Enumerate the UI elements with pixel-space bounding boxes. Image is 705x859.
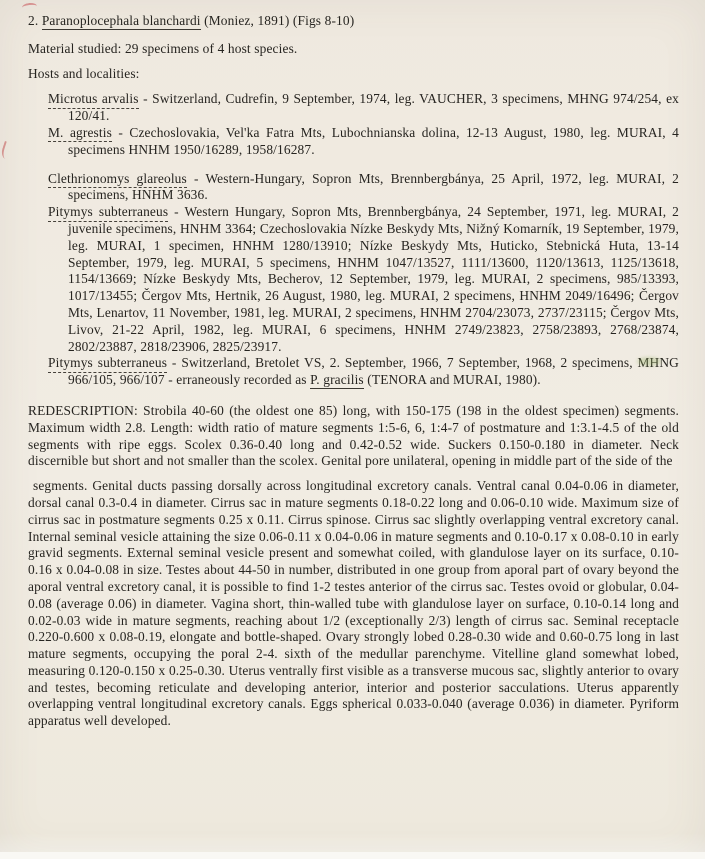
synonym-species-name: P. gracilis (310, 372, 364, 388)
host-species-name: M. agrestis (48, 125, 112, 143)
host-species-name: Clethrionomys glareolus (48, 171, 187, 189)
hosts-localities-label: Hosts and localities: (28, 65, 140, 81)
scan-bottom-edge (0, 852, 705, 859)
host-species-name: Pitymys subterraneus (48, 355, 167, 373)
host-species-name: Pitymys subterraneus (48, 204, 168, 222)
redescription-paragraph-2: segments. Genital ducts passing dorsally across longitudinal excretory canals. Ventral canal 0.04-0.06 in diameter, dorsal canal 0.3-0.4 in diameter. Cirrus sac in mature segments 0.18-0.22 long and 0.06-0.10 wide. Maximum size of cirrus sac in postmature segments 0.25 x 0.11. Cirrus spinose. Cirrus sac slightly overlapping ventral excretory canal. Internal seminal vesicle attaining the size 0.06-0.11 x 0.04-0.06 in mature segments and 0.10-0.17 x 0.08-0.10 in early gravid segments. External seminal vesicle present and somewhat coiled, with glandulose layer on its surface, 0.10-0.16 x 0.04-0.08 in size. Testes about 44-50 in number, distributed in one group from aporal part of ovary beyond the aporal ventral excretory canal, it is possible to find 1-2 testes anterior of the cirrus sac. Testes ovoid or globular, 0.04-0.08 (average 0.06) in diameter. Vagina short, thin-walled tube with glandulose layer on surface, 0.10-0.14 long and 0.02-0.03 wide in mature segments, reaching about 1/2 (exceptionally 2/3) length of cirrus sac. Seminal receptacle 0.220-0.600 x 0.08-0.19, elongate and bottle-shaped. Ovary strongly lobed 0.28-0.30 wide and 0.60-0.75 long in last mature segments, occupying the poral 2-4. sixth of the medullar parenchyme. Vitelline gland somewhat lobed, measuring 0.120-0.150 x 0.25-0.30. Uterus ventrally first visible as a transverse mucous sac, slightly anterior to ovary and testes, becoming reticulate and developing anterior, interior and posterior sacculations. Uterus apparently overlapping ventral longitudinal excretory canals. Eggs spherical 0.033-0.040 (average 0.036) in diameter. Pyriform apparatus well developed. (28, 478, 679, 729)
redescription-paragraph-1: REDESCRIPTION: Strobila 40-60 (the oldest one 85) long, with 150-175 (198 in the oldest specimen) segments. Maximum width 2.8. Length: width ratio of mature segments 1:5-6, 6, 1:4-7 of postmature and 1:3.1-4.5 of the old segments with ripe eggs. Scolex 0.36-0.40 long and 0.42-0.52 wide. Suckers 0.150-0.180 in diameter. Neck discernible but short and not smaller than the scolex. Genital pore unilateral, opening in middle part of the side of the (28, 402, 679, 469)
green-ink-smudge (637, 357, 661, 366)
host-species-name: Microtus arvalis (48, 91, 139, 109)
material-studied-line: Material studied: 29 specimens of 4 host species. (28, 40, 298, 56)
section-heading (28, 13, 679, 30)
host-entry-microtus-arvalis (28, 91, 679, 125)
host-entry-details: - Switzerland, Cudrefin, 9 September, 1974, leg. VAUCHER, 3 specimens, MHNG 974/254, ex 120/41. (68, 91, 679, 124)
host-entry-details: - Switzerland, Bretolet VS, 2. September, 1966, 7 September, 1968, 2 specimens, MHNG 966/105, 966/107 - erraneously recorded as (68, 355, 679, 388)
host-entry-clethrionomys-glareolus (28, 171, 679, 205)
host-group-microtus (28, 91, 679, 158)
section-number: 2. (28, 13, 39, 28)
host-entry-details: (TENORA and MURAI, 1980). (367, 372, 541, 388)
section-species-name: Paranoplocephala blanchardi (41, 13, 201, 28)
host-entry-pitymys-subterraneus-1 (28, 204, 679, 355)
red-pen-mark-top (22, 2, 38, 12)
host-entry-details: - Czechoslovakia, Vel'ka Fatra Mts, Lubochnianska dolina, 12-13 August, 1980, leg. MURAI, 4 specimens HNHM 1950/16289, 1958/16287. (68, 124, 679, 157)
host-entry-details: - Western Hungary, Sopron Mts, Brennbergbánya, 24 September, 1971, leg. MURAI, 2 juvenile specimens, HNHM 3364; Czechoslovakia Nízke Beskydy Mts, Nižný Komarník, 19 September, 1979, leg. MURAI, 1 specimen, HNHM 1280/13910; Nízke Beskydy Mts, Huticko, Stebnická Huta, 13-14 September, 1979, leg. MURAI, 5 specimens, HNHM 1047/13527, 1111/13600, 1120/13613, 1125/13618, 1154/13669; Nízke Beskydy Mts, Becherov, 12 September, 1979, leg. MURAI, 2 specimens, 985/13393, 1017/13455; Čergov Mts, Hertnik, 26 August, 1980, leg. MURAI, 2 specimens, HNHM 2049/16496; Čergov Mts, Lenartov, 11 November, 1981, leg. MURAI, 2 specimens, HNHM 2704/23073, 2737/23115; Čergov Mts, Livov, 21-22 April, 1982, leg. MURAI, 6 specimens, HNHM 2749/23823, 2758/23893, 2768/23874, 2802/23887, 2818/23906, 2825/23917. (68, 204, 679, 354)
host-group-clethrionomys-pitymys (28, 171, 679, 389)
section-heading-tail: (Moniez, 1891) (Figs 8-10) (204, 13, 355, 28)
host-entry-details: - Western-Hungary, Sopron Mts, Brennbergbánya, 25 April, 1972, leg. MURAI, 2 specimens, HNHM 3636. (68, 170, 680, 203)
host-entry-m-agrestis (28, 125, 679, 159)
host-entry-pitymys-subterraneus-2 (28, 355, 679, 389)
